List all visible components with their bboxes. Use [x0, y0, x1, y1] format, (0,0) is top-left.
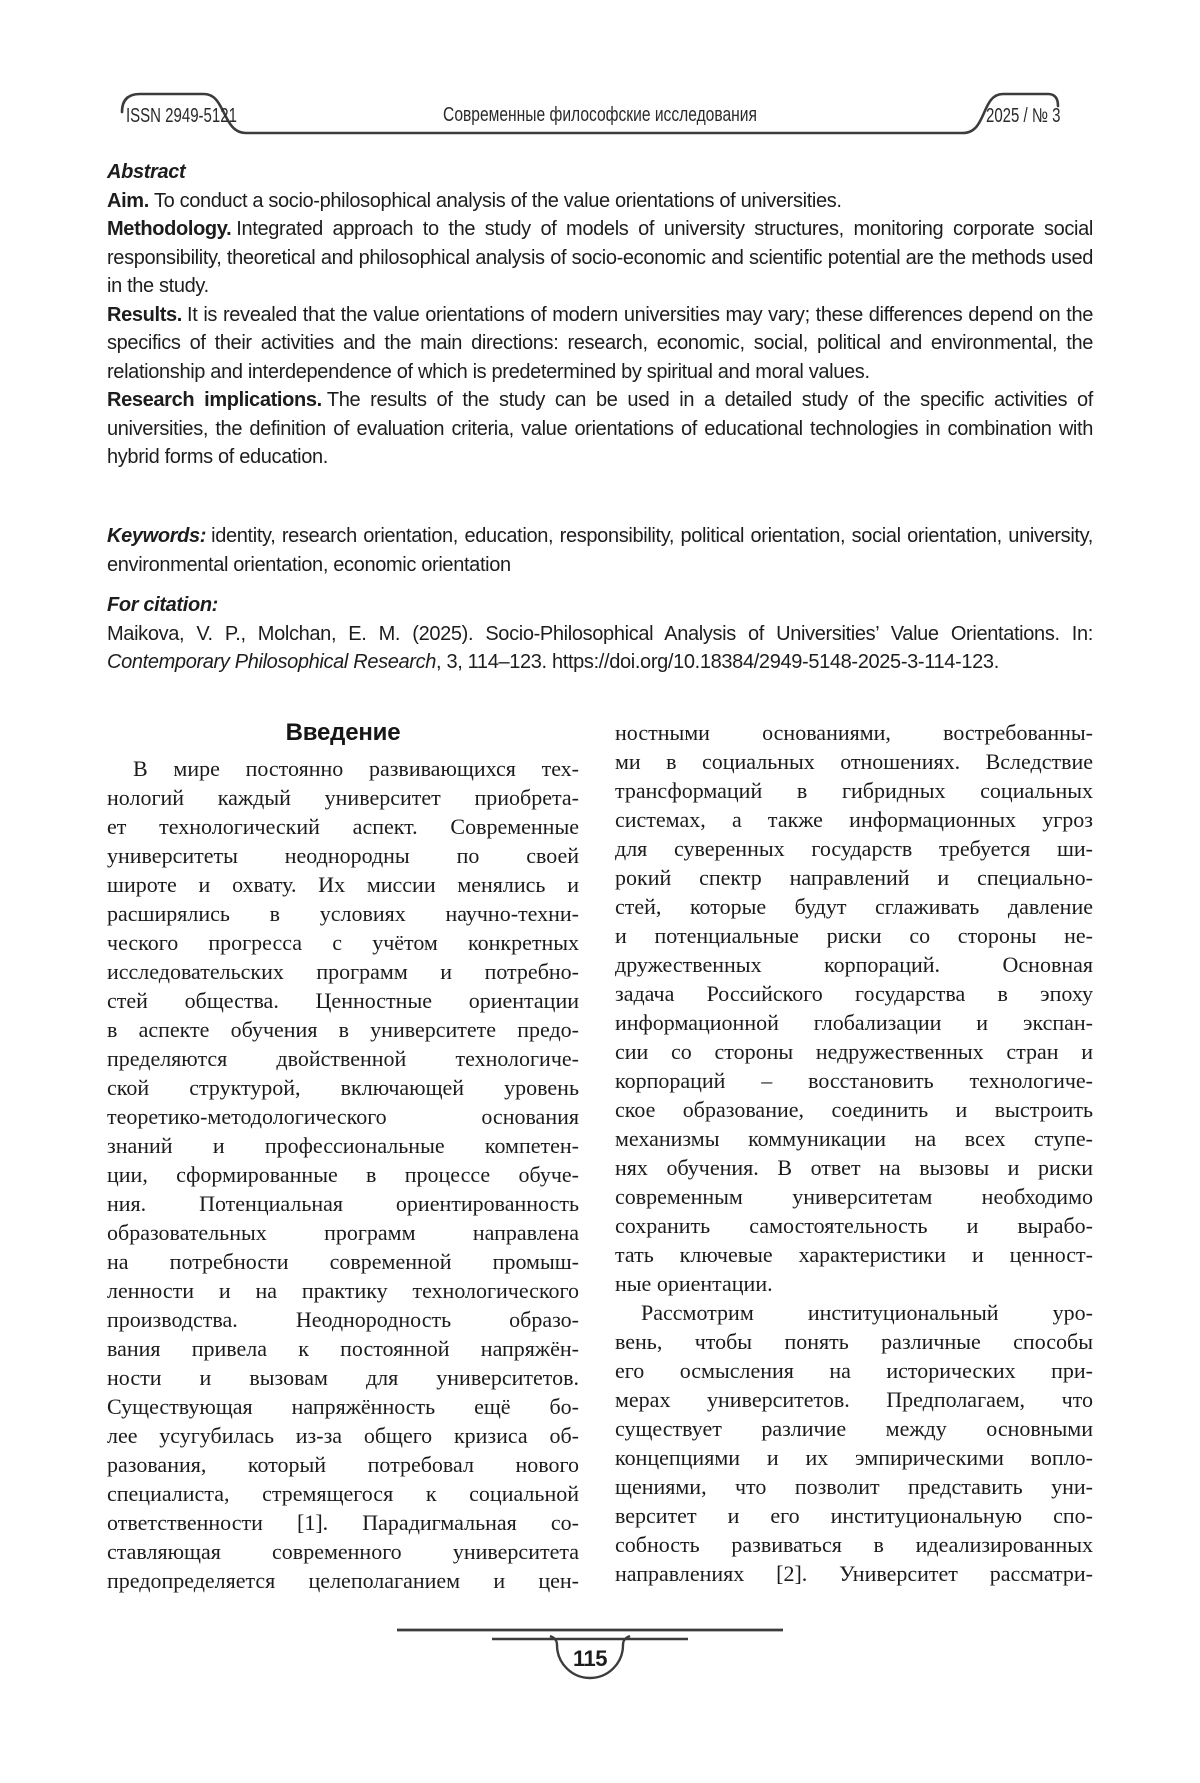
intro-text-line: корпораций – восстановить технологиче- — [615, 1068, 1093, 1093]
intro-text-line: ции, сформированные в процессе обуче- — [107, 1162, 579, 1187]
intro-text-line: трансформаций в гибридных социальных — [615, 778, 1093, 803]
intro-text-line: задача Российского государства в эпоху — [615, 981, 1093, 1006]
intro-text-line: информационной глобализации и экспан- — [615, 1010, 1093, 1035]
abstract-research-implications-label: Research implications. — [107, 389, 322, 411]
abstract-results-label: Results. — [107, 303, 183, 326]
intro-text-line: для суверенных государств требуется ши- — [615, 836, 1093, 861]
intro-text-line: образовательных программ направлена — [107, 1220, 579, 1245]
intro-text-line: верситет и его институциональную спо- — [615, 1503, 1093, 1528]
intro-text-line: нологий каждый университет приобрета- — [107, 785, 579, 810]
issue-number: 2025 / № 3 — [986, 105, 1061, 127]
abstract-aim-label: Aim. — [107, 189, 149, 212]
introduction-heading: Введение — [285, 719, 401, 746]
abstract-methodology-label: Methodology. — [107, 218, 232, 240]
abstract-methodology — [107, 215, 1093, 301]
intro-text-line: разования, который потребовал нового — [107, 1452, 579, 1477]
intro-text-line: дружественных корпораций. Основная — [615, 952, 1093, 977]
intro-text-line: его осмысления на исторических при- — [615, 1358, 1093, 1383]
intro-text-line: в аспекте обучения в университете предо- — [107, 1017, 579, 1042]
issn-label: ISSN 2949-5121 — [126, 105, 237, 127]
intro-text-line: и потенциальные риски со стороны не- — [615, 923, 1093, 948]
intro-text-line: Существующая напряжённость ещё бо- — [107, 1394, 579, 1419]
intro-left-text — [107, 754, 579, 1595]
header-rule-ornament — [0, 0, 1200, 150]
keywords-text: identity, research orientation, education, responsibility, political orientation, social orientation, university, environmental orientation, economic orientation — [107, 525, 1093, 576]
intro-text-line: ческого прогресса с учётом конкретных — [107, 930, 579, 955]
intro-text-line: пределяются двойственной технологиче- — [107, 1046, 579, 1071]
intro-text-line: щениями, что позволит представить уни- — [615, 1474, 1093, 1499]
intro-text-line: ставляющая современного университета — [107, 1539, 579, 1564]
intro-text-line: собность развиваться в идеализированных — [615, 1532, 1093, 1557]
intro-text-line: ответственности [1]. Парадигмальная со- — [107, 1510, 579, 1535]
citation-text — [107, 620, 1093, 677]
intro-text-line: нях обучения. В ответ на вызовы и риски — [615, 1155, 1093, 1180]
abstract-aim-text: To conduct a socio-philosophical analysis of the value orientations of universities. — [153, 189, 842, 212]
intro-text-line: университеты неоднородны по своей — [107, 843, 579, 868]
citation-pages-doi: , 3, 114–123. https://doi.org/10.18384/2949-5148-2025-3-114-123. — [436, 651, 999, 673]
abstract-methodology-text: Integrated approach to the study of models of university structures, monitoring corporate social responsibility, theoretical and philosophical analysis of socio-economic and scientific potential are the methods used in the study. — [107, 218, 1093, 297]
intro-text-line: знаний и профессиональные компетен- — [107, 1133, 579, 1158]
intro-text-line: ностными основаниями, востребованны- — [615, 720, 1093, 745]
intro-right-column — [615, 718, 1093, 1588]
intro-text-line: направлениях [2]. Университет рассматри- — [615, 1561, 1093, 1586]
intro-text-line: современным университетам необходимо — [615, 1184, 1093, 1209]
intro-text-line: стей общества. Ценностные ориентации — [107, 988, 579, 1013]
intro-text-line: вания привела к постоянной напряжён- — [107, 1336, 579, 1361]
citation-journal-name: Contemporary Philosophical Research — [107, 651, 437, 673]
intro-text-line: концепциями и их эмпирическими вопло- — [615, 1445, 1093, 1470]
intro-text-line: исследовательских программ и потребно- — [107, 959, 579, 984]
abstract-results — [107, 301, 1093, 387]
intro-text-line: на потребности современной промыш- — [107, 1249, 579, 1274]
intro-text-line: широте и охвату. Их миссии менялись и — [107, 872, 579, 897]
abstract-research-implications-text: The results of the study can be used in a detailed study of the specific activities of universities, the definition of evaluation criteria, value orientations of educational technologies in combination with hybrid forms of education. — [107, 389, 1093, 468]
intro-text-line: Рассмотрим институциональный уро- — [641, 1300, 1093, 1325]
intro-text-line: ми в социальных отношениях. Вследствие — [615, 749, 1093, 774]
intro-text-line: ское образование, соединить и выстроить — [615, 1097, 1093, 1122]
intro-text-line: лее усугубилась из-за общего кризиса об- — [107, 1423, 579, 1448]
journal-title: Современные философские исследования — [443, 104, 757, 126]
page-number: 115 — [573, 1646, 607, 1671]
intro-text-line: ет технологический аспект. Современные — [107, 814, 579, 839]
intro-text-line: тать ключевые характеристики и ценност- — [615, 1242, 1093, 1267]
abstract-block — [107, 158, 1093, 472]
intro-text-line: предопределяется целеполаганием и цен- — [107, 1568, 579, 1593]
intro-text-line: В мире постоянно развивающихся тех- — [133, 756, 579, 781]
abstract-heading: Abstract — [107, 161, 186, 183]
intro-text-line: ния. Потенциальная ориентированность — [107, 1191, 579, 1216]
intro-text-line: системах, а также информационных угроз — [615, 807, 1093, 832]
intro-text-line: рокий спектр направлений и специально- — [615, 865, 1093, 890]
intro-text-line: ленности и на практику технологического — [107, 1278, 579, 1303]
intro-text-line: мерах университетов. Предполагаем, что — [615, 1387, 1093, 1412]
intro-text-line: производства. Неоднородность образо- — [107, 1307, 579, 1332]
abstract-aim — [107, 187, 1093, 216]
intro-text-line: ные ориентации. — [615, 1271, 773, 1296]
citation-label: For citation: — [107, 594, 218, 616]
intro-text-line: вень, чтобы понять различные способы — [615, 1329, 1093, 1354]
intro-text-line: ности и вызовам для университетов. — [107, 1365, 579, 1390]
introduction-columns — [107, 718, 1093, 1618]
intro-text-line: сохранить самостоятельность и вырабо- — [615, 1213, 1093, 1238]
keywords-label: Keywords: — [107, 525, 207, 547]
intro-left-column — [107, 718, 579, 1595]
intro-text-line: ской структурой, включающей уровень — [107, 1075, 579, 1100]
intro-text-line: стей, которые будут сглаживать давление — [615, 894, 1093, 919]
abstract-results-text: It is revealed that the value orientations of modern universities may vary; these differences depend on the specifics of their activities and the main directions: research, economic, social, political and environmental, the relationship and interdependence of which is predetermined by spiritual and moral values. — [107, 303, 1093, 383]
intro-right-text — [615, 718, 1093, 1588]
intro-text-line: существует различие между основными — [615, 1416, 1093, 1441]
intro-text-line: теоретико-методологического основания — [107, 1104, 579, 1129]
intro-text-line: расширялись в условиях научно-техни- — [107, 901, 579, 926]
abstract-research-implications — [107, 386, 1093, 472]
intro-text-line: сии со стороны недружественных стран и — [615, 1039, 1093, 1064]
intro-text-line: специалиста, стремящегося к социальной — [107, 1481, 579, 1506]
intro-text-line: механизмы коммуникации на всех ступе- — [615, 1126, 1093, 1151]
citation-block — [107, 591, 1093, 677]
keywords-block — [107, 522, 1093, 579]
citation-authors: Maikova, V. P., Molchan, E. M. (2025). Socio-Philosophical Analysis of Universities’ Value Orientations. In: — [107, 622, 1093, 645]
